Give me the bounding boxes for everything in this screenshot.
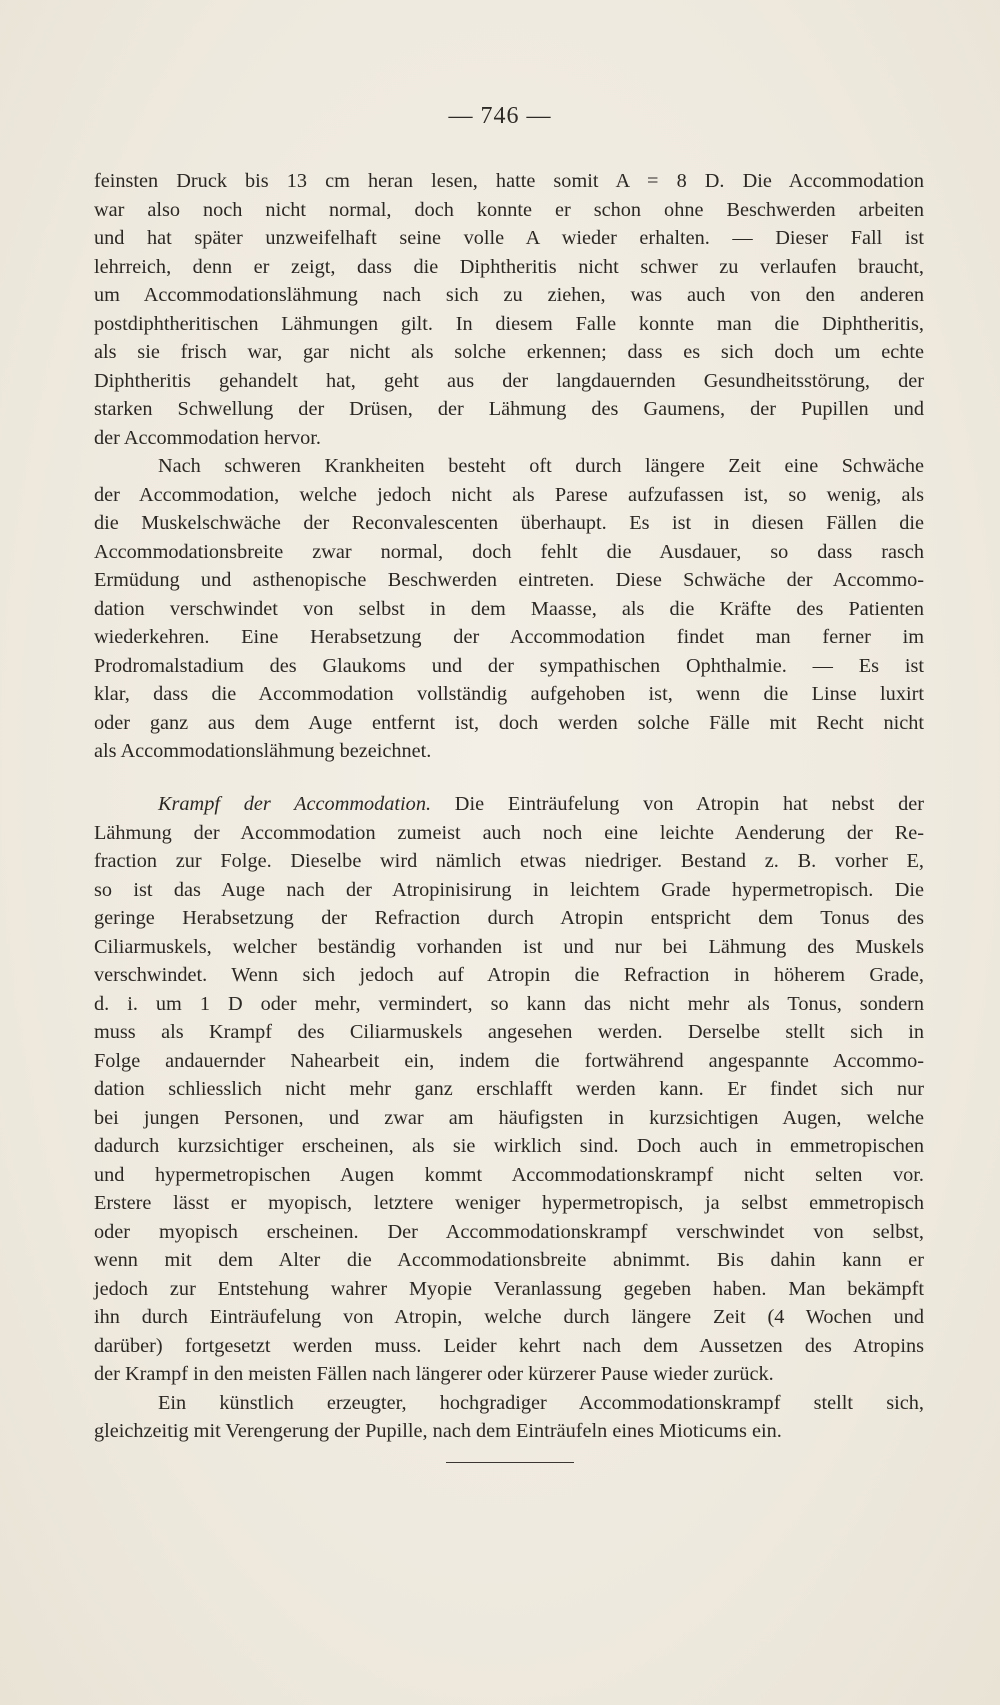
text-line: dation verschwindet von selbst in dem Maasse, als die Kräfte des Patienten <box>94 597 924 620</box>
text-line: Lähmung der Accommodation zumeist auch noch eine leichte Aenderung der Re- <box>94 821 924 844</box>
text-line: gleichzeitig mit Verengerung der Pupille, nach dem Einträufeln eines Mioticums ein. <box>94 1420 782 1442</box>
text-line: d. i. um 1 D oder mehr, vermindert, so kann das nicht mehr als Tonus, sondern <box>94 992 924 1015</box>
text-line: oder myopisch erscheinen. Der Accommodationskrampf verschwindet von selbst, <box>94 1220 924 1243</box>
text-line: verschwindet. Wenn sich jedoch auf Atropin die Refraction in höherem Grade, <box>94 964 924 986</box>
page-number: — 746 — <box>448 103 552 129</box>
text-line: darüber) fortgesetzt werden muss. Leider kehrt nach dem Aussetzen des Atropins <box>94 1334 924 1357</box>
text-line: der Accommodation hervor. <box>94 426 321 449</box>
text-line: und hypermetropischen Augen kommt Accommodationskrampf nicht selten vor. <box>94 1163 924 1186</box>
text-line: fraction zur Folge. Dieselbe wird nämlich etwas niedriger. Bestand z. B. vorher E, <box>94 850 924 872</box>
text-line: jedoch zur Entstehung wahrer Myopie Veranlassung gegeben haben. Man bekämpft <box>94 1277 924 1300</box>
text-line: wenn mit dem Alter die Accommodationsbreite abnimmt. Bis dahin kann er <box>94 1249 924 1271</box>
paragraph-diphtheritis-case <box>94 167 924 452</box>
text-line: postdiphtheritischen Lähmungen gilt. In diesem Falle konnte man die Diphtheritis, <box>94 312 924 335</box>
text-line: ihn durch Einträufelung von Atropin, welche durch längere Zeit (4 Wochen und <box>94 1306 924 1328</box>
text-line: starken Schwellung der Drüsen, der Lähmung des Gaumens, der Pupillen und <box>94 398 924 420</box>
paragraph-accommodation-weakness <box>94 452 924 766</box>
text-line: um Accommodationslähmung nach sich zu ziehen, was auch von den anderen <box>94 284 924 306</box>
text-line: so ist das Auge nach der Atropinisirung in leichtem Grade hypermetropisch. Die <box>94 878 924 901</box>
text-line: Nach schweren Krankheiten besteht oft durch längere Zeit eine Schwäche <box>158 455 924 477</box>
text-line: oder ganz aus dem Auge entfernt ist, doch werden solche Fälle mit Recht nicht <box>94 711 924 734</box>
paragraph-artificial-spasm <box>94 1389 924 1446</box>
text-line: als Accommodationslähmung bezeichnet. <box>94 740 432 762</box>
body-text-lower <box>94 790 924 1446</box>
text-line: geringe Herabsetzung der Refraction durch Atropin entspricht dem Tonus des <box>94 907 924 929</box>
paragraph-accommodation-spasm <box>94 790 924 1389</box>
text-line: der Krampf in den meisten Fällen nach längerer oder kürzerer Pause wieder zurück. <box>94 1363 774 1385</box>
text-line: muss als Krampf des Ciliarmuskels angesehen werden. Derselbe stellt sich in <box>94 1021 924 1043</box>
text-line: Ermüdung und asthenopische Beschwerden eintreten. Diese Schwäche der Accommo- <box>94 569 924 591</box>
text-line: war also noch nicht normal, doch konnte er schon ohne Beschwerden arbeiten <box>94 198 924 221</box>
text-line: Accommodationsbreite zwar normal, doch fehlt die Ausdauer, so dass rasch <box>94 540 924 563</box>
footnote-separator-rule <box>446 1462 574 1463</box>
text-line: Ciliarmuskels, welcher beständig vorhanden ist und nur bei Lähmung des Muskels <box>94 935 924 958</box>
text-line: als sie frisch war, gar nicht als solche erkennen; dass es sich doch um echte <box>94 341 924 363</box>
text-line: lehrreich, denn er zeigt, dass die Diphtheritis nicht schwer zu verlaufen braucht, <box>94 255 924 278</box>
heading-line-text: Die Einträufelung von Atropin hat nebst der <box>454 793 924 815</box>
text-line <box>94 790 924 819</box>
text-line: Erstere lässt er myopisch, letztere weniger hypermetropisch, ja selbst emmetropisch <box>94 1192 924 1214</box>
text-line: der Accommodation, welche jedoch nicht als Parese aufzufassen ist, so wenig, als <box>94 483 924 506</box>
text-line: bei jungen Personen, und zwar am häufigsten in kurzsichtigen Augen, welche <box>94 1106 924 1129</box>
section-heading: Krampf der Accommodation. <box>158 793 432 815</box>
text-line: die Muskelschwäche der Reconvalescenten überhaupt. Es ist in diesen Fällen die <box>94 512 924 534</box>
text-line: wiederkehren. Eine Herabsetzung der Accommodation findet man ferner im <box>94 626 924 648</box>
text-line: dadurch kurzsichtiger erscheinen, als sie wirklich sind. Doch auch in emmetropischen <box>94 1135 924 1157</box>
text-line: Folge andauernder Nahearbeit ein, indem die fortwährend angespannte Accommo- <box>94 1049 924 1072</box>
text-line: Ein künstlich erzeugter, hochgradiger Accommodationskrampf stellt sich, <box>158 1391 924 1414</box>
text-line: und hat später unzweifelhaft seine volle A wieder erhalten. — Dieser Fall ist <box>94 227 924 249</box>
body-text-upper <box>94 167 924 766</box>
text-line: Prodromalstadium des Glaukoms und der sympathischen Ophthalmie. — Es ist <box>94 654 924 677</box>
text-line: klar, dass die Accommodation vollständig aufgehoben ist, wenn die Linse luxirt <box>94 683 924 705</box>
text-line: dation schliesslich nicht mehr ganz erschlafft werden kann. Er findet sich nur <box>94 1078 924 1100</box>
text-line: Diphtheritis gehandelt hat, geht aus der langdauernden Gesundheitsstörung, der <box>94 369 924 392</box>
text-line: feinsten Druck bis 13 cm heran lesen, hatte somit A = 8 D. Die Accommodation <box>94 170 924 192</box>
